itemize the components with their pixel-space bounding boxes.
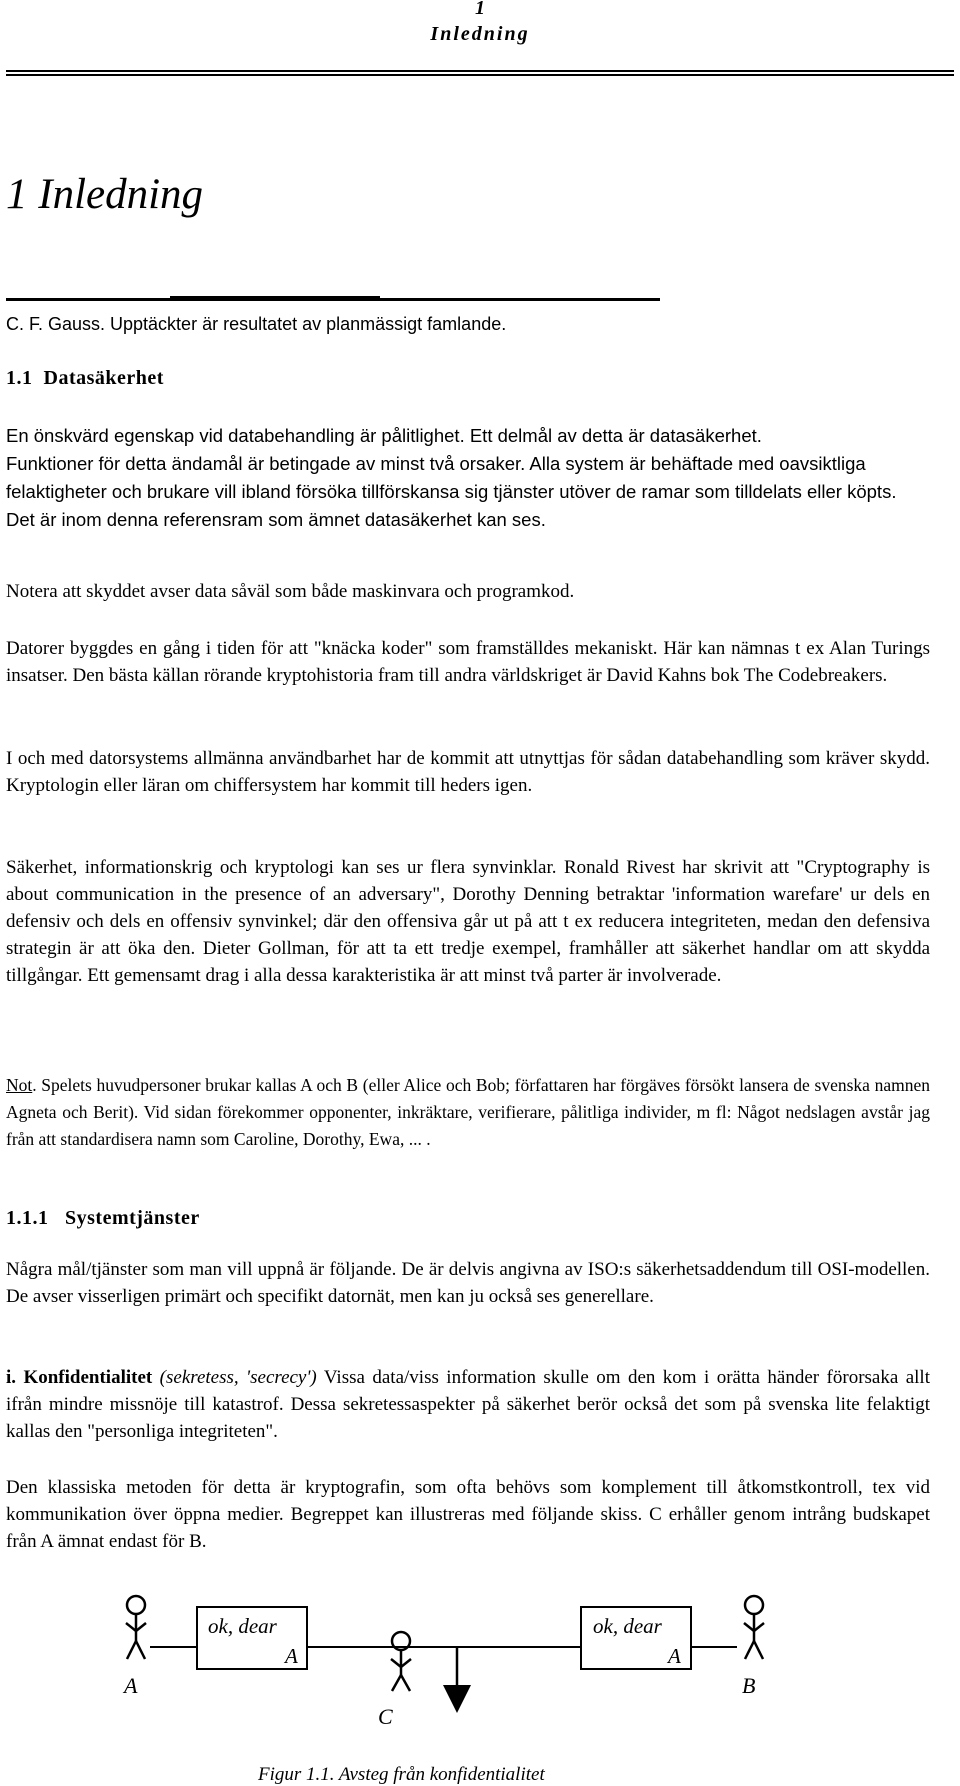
- header-rule-bottom: [6, 74, 954, 76]
- confidentiality-gloss: (sekretess, 'secrecy'): [152, 1367, 317, 1388]
- paragraph-1-line-b: Funktioner för detta ändamål är betingade av minst två orsaker. Alla system är behäftade med oavsiktliga felaktigheter och brukare vill ibland försöka tillförskansa sig tjänster utöver de ramar som tilldelats eller köpts. Det är inom denna referensram som ämnet datasäkerhet kan ses.: [6, 453, 897, 530]
- confidentiality-label: i. Konfidentialitet: [6, 1367, 153, 1388]
- person-a-label: A: [124, 1673, 138, 1698]
- person-b-label: B: [742, 1673, 756, 1698]
- paragraph-2: Notera att skyddet avser data såväl som både maskinvara och programkod.: [6, 581, 575, 602]
- paragraph-1: [6, 422, 930, 534]
- paragraph-1-line-a: En önskvärd egenskap vid databehandling är pålitlighet. Ett delmål av detta är datasäkerhet.: [6, 425, 762, 446]
- figure-caption: Figur 1.1. Avsteg från konfidentialitet: [258, 1764, 545, 1785]
- note-label: Not: [6, 1075, 33, 1095]
- note-text: . Spelets huvudpersoner brukar kallas A och B (eller Alice och Bob; författaren har förgäves försökt lansera de svenska namnen Agneta och Berit). Vid sidan förekommer opponenter, inkräktare, verifierare, pålitliga individer, m fl: Något nedslagen avstår jag från att standardisera namn som Caroline, Dorothy, Ewa, ... .: [6, 1075, 930, 1149]
- subsection-heading: [6, 1204, 200, 1232]
- subsection-title: Systemtjänster: [65, 1207, 200, 1229]
- subsection-paragraph-1: Några mål/tjänster som man vill uppnå är följande. De är delvis angivna av ISO:s säkerhetsaddendum till OSI-modellen. De avser visserligen primärt och specifikt datornät, men kan ju också ses generellare.: [6, 1259, 930, 1307]
- epigraph-rule-accent: [170, 296, 380, 301]
- interception-arrow: [443, 1685, 471, 1713]
- person-b-figure: [744, 1596, 764, 1659]
- confidentiality-text: Vissa data/viss information skulle om den kom i orätta händer förorsaka allt ifrån mindre missnöje till katastrof. Dessa sekretessaspekter på säkerhet berör också det som på svenska lite felaktigt kallas den "personliga integriteten".: [6, 1367, 930, 1442]
- section-number: 1.1: [6, 367, 33, 389]
- box1-sender: A: [285, 1644, 298, 1668]
- person-c-label: C: [378, 1704, 393, 1729]
- person-c-figure: [391, 1632, 411, 1691]
- box2-message: ok, dear: [593, 1614, 662, 1638]
- box2-sender: A: [668, 1644, 681, 1668]
- confidentiality-paragraph: [6, 1364, 930, 1445]
- epigraph: C. F. Gauss. Upptäckter är resultatet av planmässigt famlande.: [6, 314, 507, 334]
- person-a-figure: [126, 1596, 146, 1659]
- running-header-title: Inledning: [430, 23, 530, 45]
- chapter-heading: 1 Inledning: [6, 171, 204, 218]
- paragraph-4: I och med datorsystems allmänna användbarhet har de kommit att utnyttjas för sådan databehandling som kräver skydd. Kryptologin eller läran om chiffersystem har kommit till heders igen.: [6, 748, 930, 796]
- figure-confidentiality-sketch: [0, 1585, 960, 1786]
- paragraph-5: Säkerhet, informationskrig och kryptologi kan ses ur flera synvinklar. Ronald Rivest har skrivit att "Cryptography is about communication in the presence of an adversary", Dorothy Denning betraktar 'information warefare' ur dels en defensiv och dels en offensiv synvinkel; där den offensiva går ut på att t ex reducera integriteten, medan den defensiva strategin är att öka den. Dieter Gollman, för att ta ett tredje exempel, framhåller att säkerhet handlar om att skydda tillgångar. Ett gemensamt drag i alla dessa karakteristika är att minst två parter är involverade.: [6, 857, 930, 986]
- subsection-number: 1.1.1: [6, 1207, 49, 1229]
- box1-message: ok, dear: [208, 1614, 277, 1638]
- note-paragraph: [6, 1072, 930, 1153]
- subsection-paragraph-3: Den klassiska metoden för detta är kryptografin, som ofta behövs som komplement till åtkomstkontroll, tex vid kommunikation över öppna medier. Begreppet kan illustreras med följande skiss. C erhåller genom intrång budskapet från A ämnat endast för B.: [6, 1477, 930, 1552]
- paragraph-3: Datorer byggdes en gång i tiden för att "knäcka koder" som framställdes mekaniskt. Här kan nämnas t ex Alan Turings insatser. Den bästa källan rörande kryptohistoria fram till andra världskriget är David Kahns bok The Codebreakers.: [6, 638, 930, 686]
- header-rule-top: [6, 70, 954, 72]
- section-heading: [6, 364, 164, 392]
- section-title: Datasäkerhet: [43, 367, 164, 389]
- running-header-number: 1: [475, 0, 485, 19]
